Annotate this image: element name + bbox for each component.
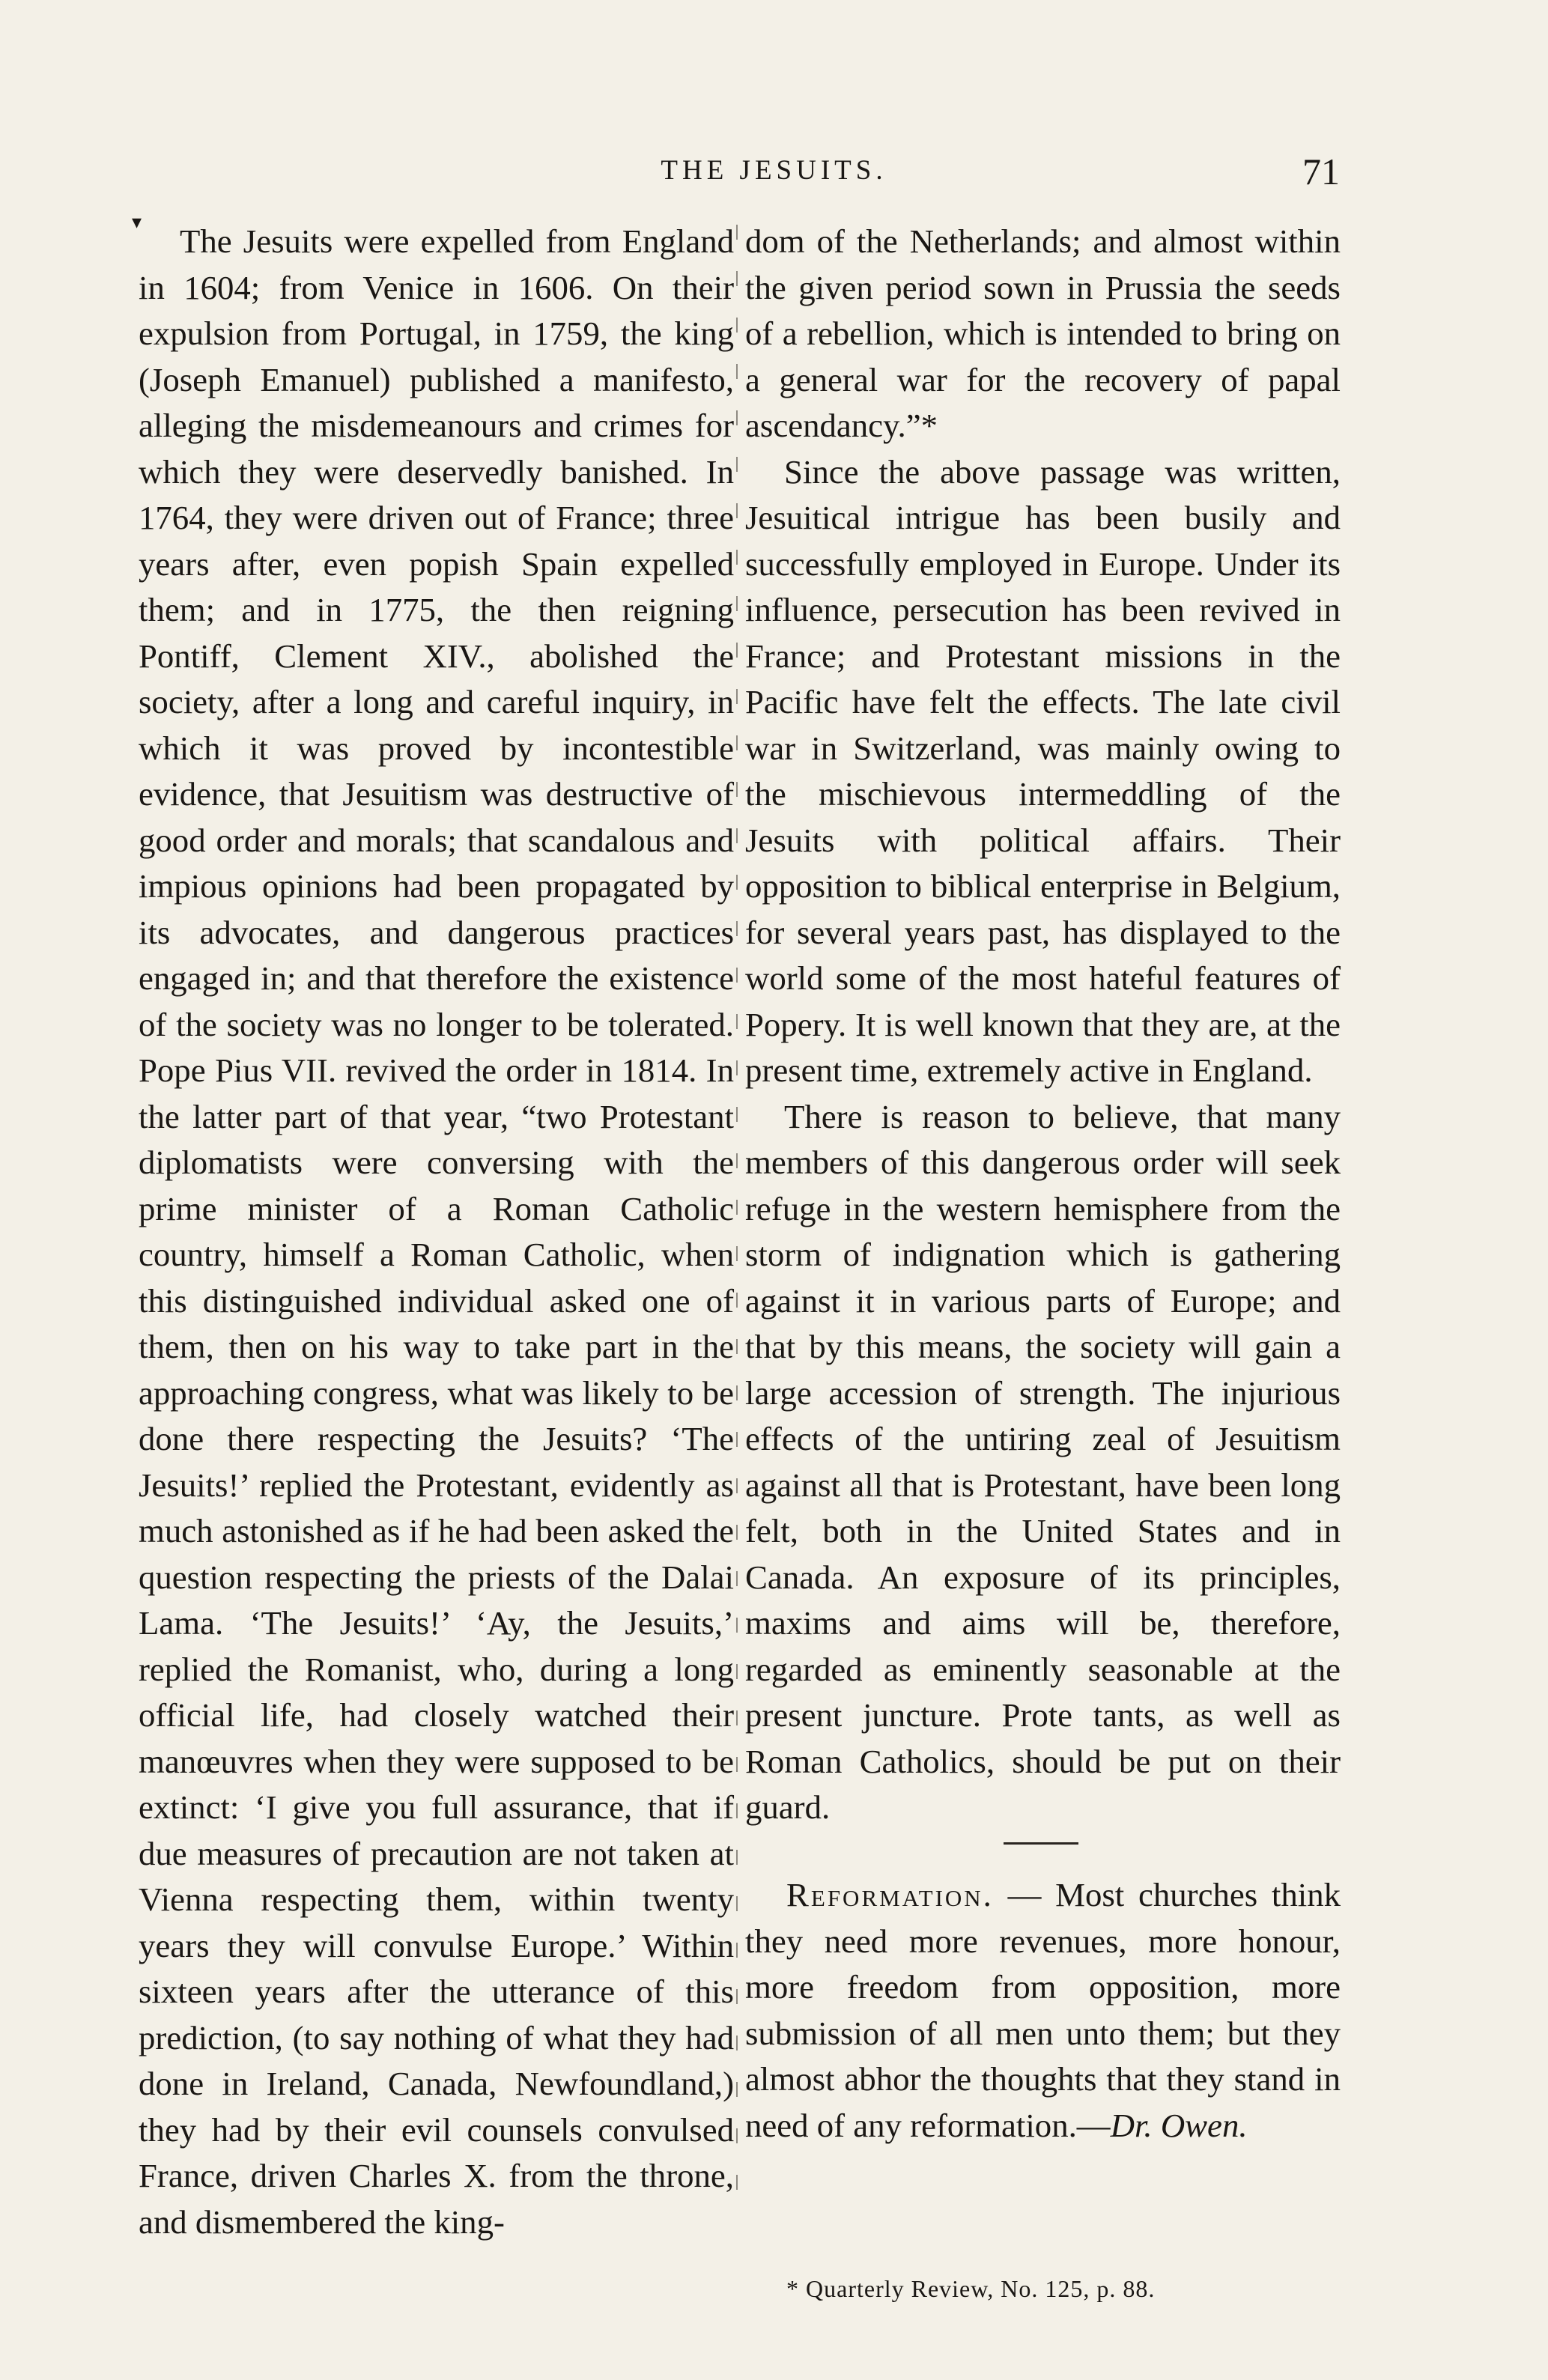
printer-mark: ▾	[132, 211, 142, 233]
reformation-paragraph	[745, 1872, 1341, 2149]
reformation-text: — Most churches think they need more revenues, more honour, more freedom from opposition, more submission of all men unto them; but they almost abhor the thoughts that they stand in need of any reformation.—	[745, 1876, 1341, 2144]
reformation-section	[745, 1872, 1341, 2149]
running-head	[0, 150, 1548, 202]
paragraph-jesuitical-intrigue: Since the above passage was written, Jesuitical intrigue has been busily and successfully employed in Europe. Under its influence, persecution has been revived in France; and Protestant missions in the Pacific have felt the effects. The late civil war in Switzerland, was mainly owing to the mischievous intermeddling of the Jesuits with political affairs. Their opposition to biblical enterprise in Belgium, for several years past, has displayed to the world some of the most hateful features of Popery. It is well known that they are, at the present time, extremely active in England.	[745, 452, 1341, 1089]
right-column	[745, 219, 1341, 1831]
page-number: 71	[1302, 151, 1340, 192]
running-title: THE JESUITS.	[661, 155, 887, 186]
paragraph-continuation: dom of the Netherlands; and almost within the given period sown in Prussia the seeds of a rebellion, which is intended to bring on a general war for the recovery of papal ascendancy.”*	[745, 222, 1341, 444]
reformation-heading: Reformation.	[786, 1876, 994, 1913]
reformation-author: Dr. Owen.	[1110, 2106, 1248, 2144]
left-column	[139, 219, 734, 2245]
section-divider	[1004, 1842, 1078, 1845]
column-divider	[736, 225, 738, 2217]
footnote: * Quarterly Review, No. 125, p. 88.	[786, 2275, 1156, 2302]
paragraph-reason-to-believe: There is reason to believe, that many members of this dangerous order will seek refuge in the western hemisphere from the storm of indignation which is gathering against it in various parts of Europe; and that by this means, the society will gain a large accession of strength. The injurious effects of the untiring zeal of Jesuitism against all that is Protestant, have been long felt, both in the United States and in Canada. An exposure of its principles, maxims and aims will be, therefore, regarded as eminently seasonable at the present juncture. Prote tants, as well as Roman Catholics, should be put on their guard.	[745, 1097, 1341, 1826]
paragraph-jesuits-expulsion: The Jesuits were expelled from England in 1604; from Venice in 1606. On their expulsion from Portugal, in 1759, the king (Joseph Emanuel) published a manifesto, alleging the misdemeanours and crimes for which they were deservedly banished. In 1764, they were driven out of France; three years after, even popish Spain expelled them; and in 1775, the then reigning Pontiff, Clement XIV., abolished the society, after a long and careful inquiry, in which it was proved by incontestible evidence, that Jesuitism was destructive of good order and morals; that scandalous and impious opinions had been propagated by its advocates, and dangerous practices engaged in; and that therefore the existence of the society was no longer to be tolerated. Pope Pius VII. revived the order in 1814. In the latter part of that year, “two Protestant diplomatists were conversing with the prime minister of a Roman Catholic country, himself a Roman Catholic, when this distinguished individual asked one of them, then on his way to take part in the approaching congress, what was likely to be done there respecting the Jesuits? ‘The Jesuits!’ replied the Protestant, evidently as much astonished as if he had been asked the question respecting the priests of the Dalai Lama. ‘The Jesuits!’ ‘Ay, the Jesuits,’ replied the Romanist, who, during a long official life, had closely watched their manœuvres when they were supposed to be extinct: ‘I give you full assurance, that if due measures of precaution are not taken at Vienna respecting them, within twenty years they will convulse Europe.’ Within sixteen years after the utterance of this prediction, (to say nothing of what they had done in Ireland, Canada, Newfoundland,) they had by their evil counsels convulsed France, driven Charles X. from the throne, and dismembered the king-	[139, 222, 734, 2241]
